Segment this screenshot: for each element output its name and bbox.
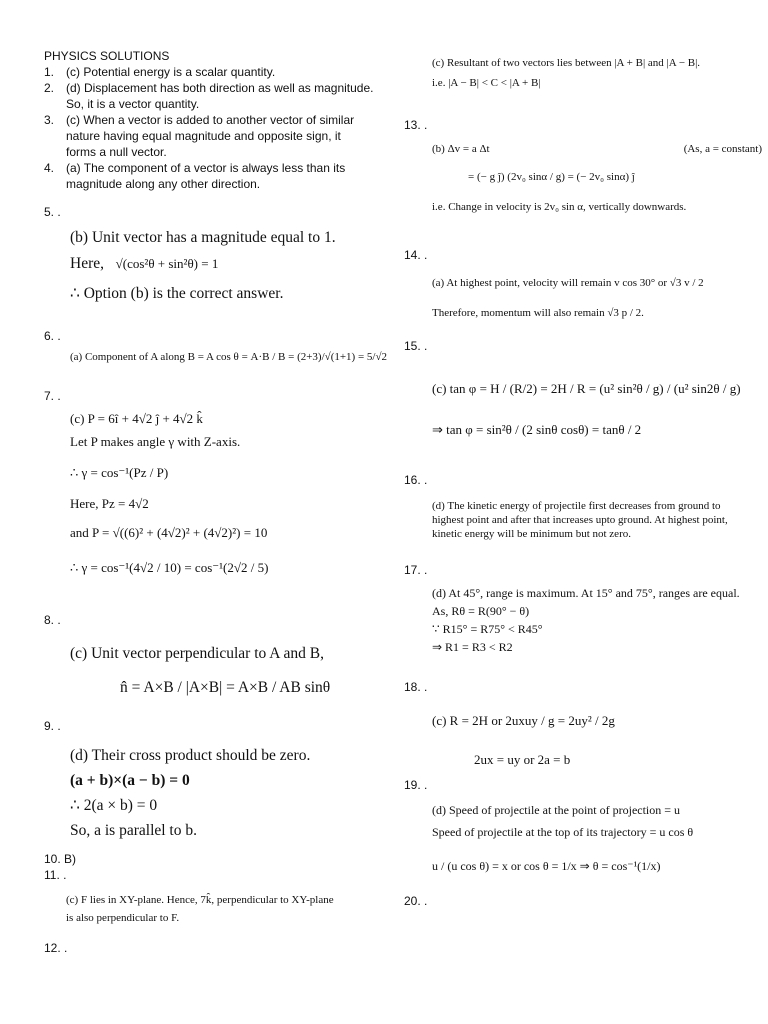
solution-8: (c) Unit vector perpendicular to A and B, n̂ = A×B / |A×B| = A×B / AB sinθ bbox=[70, 645, 331, 696]
solution-11: (c) F lies in XY-plane. Hence, 7k̂, perpendicular to XY-plane is also perpendicular to F. bbox=[66, 894, 334, 924]
solution-18: (c) R = 2H or 2uxuy / g = 2uy² / 2g 2ux = uy or 2a = b bbox=[432, 713, 615, 767]
page-title: PHYSICS SOLUTIONS bbox=[44, 49, 170, 63]
list-item: 1. (c) Potential energy is a scalar quantity. bbox=[44, 65, 276, 79]
list-item: 2. (d) Displacement has both direction as well as magnitude. So, it is a vector quantity. bbox=[44, 81, 374, 111]
question-number: 9. . bbox=[44, 719, 61, 733]
list-item: 3. (c) When a vector is added to another vector of similar nature having equal magnitude and opposite sign, it forms a null vector. bbox=[44, 113, 355, 159]
solution-7: (c) P = 6î + 4√2 ĵ + 4√2 k̂ Let P makes angle γ with Z-axis. ∴ γ = cos⁻¹(Pz / P) Here, Pz = 4√2 and P = √((6)² + (4√2)² + (4√2)²) = 10 ∴ γ = cos⁻¹(4√2 / 10) = cos⁻¹(2√2 / 5) bbox=[70, 411, 269, 575]
question-number: 15. . bbox=[404, 339, 428, 353]
solution-6: (a) Component of A along B = A cos θ = A·B / B = (2+3)/√(1+1) = 5/√2 bbox=[70, 351, 388, 363]
solution-14: (a) At highest point, velocity will remain v cos 30° or √3 v / 2 Therefore, momentum will also remain √3 p / 2. bbox=[432, 277, 704, 319]
question-number: 13. . bbox=[404, 118, 428, 132]
answer-list bbox=[44, 64, 374, 192]
question-number: 8. . bbox=[44, 613, 61, 627]
solution-17: (d) At 45°, range is maximum. At 15° and 75°, ranges are equal. As, Rθ = R(90° − θ) ∵ R15° = R75° < R45° ⇒ R1 = R3 < R2 bbox=[432, 586, 740, 654]
question-number: 7. . bbox=[44, 389, 61, 403]
solution-16: (d) The kinetic energy of projectile first decreases from ground to highest point and after that increases upto ground. At highest point, kinetic energy will be minimum but not zero. bbox=[432, 500, 728, 540]
solution-13: (b) Δv = a Δt (As, a = constant) = (− g ĵ) (2v₀ sinα / g) = (− 2v₀ sinα) ĵ i.e. Change in velocity is 2v₀ sin α, vertically downwards. bbox=[432, 143, 762, 213]
solution-12-continued: (c) Resultant of two vectors lies between |A + B| and |A − B|. i.e. |A − B| < C < |A + B| bbox=[432, 57, 701, 89]
question-number: 5. . bbox=[44, 205, 61, 219]
solution-19: (d) Speed of projectile at the point of projection = u Speed of projectile at the top of its trajectory = u cos θ u / (u cos θ) = x or cos θ = 1/x ⇒ θ = cos⁻¹(1/x) bbox=[432, 803, 694, 873]
question-number: 16. . bbox=[404, 473, 428, 487]
question-number: 19. . bbox=[404, 778, 428, 792]
solution-9: (d) Their cross product should be zero. (a + b)×(a − b) = 0 ∴ 2(a × b) = 0 So, a is parallel to b. bbox=[70, 747, 311, 839]
question-number: 17. . bbox=[404, 563, 428, 577]
solution-15: (c) tan φ = H / (R/2) = 2H / R = (u² sin²θ / g) / (u² sin2θ / g) ⇒ tan φ = sin²θ / (2 sinθ cosθ) = tanθ / 2 bbox=[432, 381, 741, 437]
question-number: 20. . bbox=[404, 894, 428, 908]
question-number: 12. . bbox=[44, 941, 68, 955]
solution-5: (b) Unit vector has a magnitude equal to 1. Here, √(cos²θ + sin²θ) = 1 ∴ Option (b) is the correct answer. bbox=[70, 229, 336, 302]
question-number: 18. . bbox=[404, 680, 428, 694]
list-item: 10. B) bbox=[44, 852, 77, 866]
question-number: 11. . bbox=[44, 868, 67, 882]
question-number: 6. . bbox=[44, 329, 61, 343]
question-number: 14. . bbox=[404, 248, 428, 262]
list-item: 4. (a) The component of a vector is always less than its magnitude along any other direction. bbox=[44, 161, 346, 191]
